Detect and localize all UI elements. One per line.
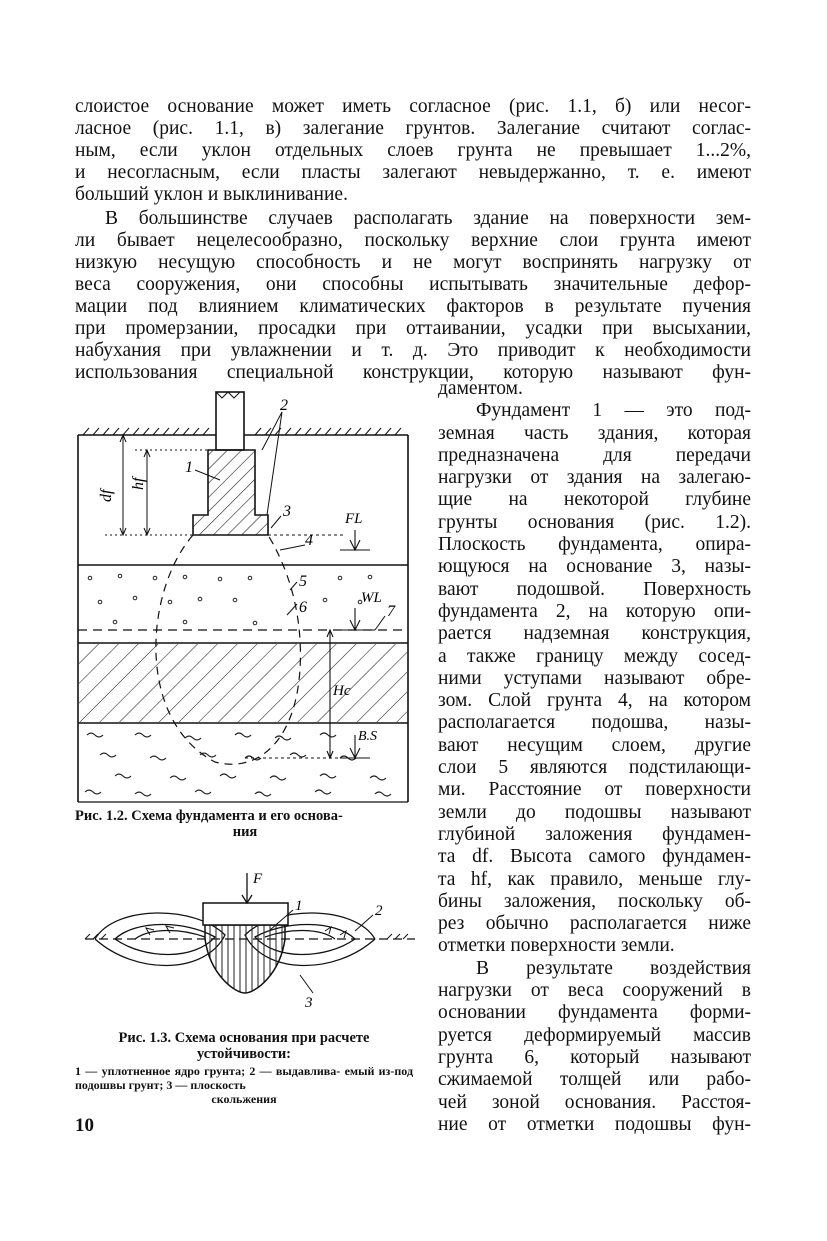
text-line: больший уклон и выклинивание. bbox=[75, 184, 348, 205]
legend-line: емый из-под подошвы грунт; 3 — плоскость bbox=[75, 1064, 414, 1092]
text-line: а также границу между сосед- bbox=[438, 645, 751, 667]
text-line: В результате воздействия bbox=[476, 957, 751, 979]
text-line: грунта 6, который называют bbox=[438, 1046, 751, 1068]
label-f: F bbox=[253, 871, 263, 887]
text-line: вают подошвой. Поверхность bbox=[438, 578, 751, 600]
label-2: 2 bbox=[375, 903, 383, 919]
text-line: и несогласным, если пласты залегают невыдержанно, т. е. имеют bbox=[75, 162, 751, 183]
label-6: 6 bbox=[299, 599, 307, 616]
text-line: ние от отметки подошвы фун- bbox=[438, 1113, 751, 1135]
label-4: 4 bbox=[305, 532, 313, 549]
text-line: нагрузки от здания на залегаю- bbox=[438, 467, 751, 489]
text-line: набухания при увлажнении и т. д. Это приводит к необходимости bbox=[75, 340, 751, 361]
text-line: даментом. bbox=[438, 378, 523, 399]
text-line: нагрузки от веса сооружений в bbox=[438, 980, 751, 1002]
label-wl: WL bbox=[361, 590, 382, 606]
text-line: Плоскость фундамента, опира- bbox=[438, 534, 751, 556]
text-line: низкую несущую способность и не могут воспринять нагрузку от bbox=[75, 252, 751, 273]
text-line: вают несущим слоем, другие bbox=[438, 734, 751, 756]
text-line: фундамента 2, на которую опи- bbox=[438, 600, 751, 622]
text-line: ющуюся на основание 3, назы- bbox=[438, 556, 751, 578]
label-df: df bbox=[98, 489, 115, 502]
text-line: глубиной заложения фундамен- bbox=[438, 823, 751, 845]
label-3: 3 bbox=[305, 995, 313, 1011]
label-7: 7 bbox=[387, 603, 395, 620]
text-line: та hf, как правило, меньше глу- bbox=[438, 868, 751, 890]
label-fl: FL bbox=[345, 511, 363, 527]
text-line: использования специальной конструкции, которую называют фун- bbox=[75, 362, 751, 383]
text-line: бины заложения, поскольку об- bbox=[438, 890, 751, 912]
legend-line: скольжения bbox=[211, 1092, 277, 1106]
figure-1-3-caption: Рис. 1.3. Схема основания при расчете устойчивости: bbox=[118, 1030, 370, 1062]
text-line: та df. Высота самого фундамен- bbox=[438, 846, 751, 868]
text-line: ми. Расстояние от поверхности bbox=[438, 779, 751, 801]
text-line: ли бывает нецелесообразно, поскольку верхние слои грунта имеют bbox=[75, 230, 751, 251]
text-line: чей зоной основания. Расстоя- bbox=[438, 1091, 751, 1113]
figure-1-2-caption bbox=[75, 808, 415, 840]
text-line: отметки поверхности земли. bbox=[438, 935, 675, 957]
label-3: 3 bbox=[283, 503, 291, 520]
label-2: 2 bbox=[280, 397, 288, 414]
caption-line: Рис. 1.2. Схема фундамента и его основа- bbox=[75, 808, 343, 824]
text-line: при промерзании, просадки при оттаивании, усадки при высыхании, bbox=[75, 318, 751, 339]
text-line: предназначена для передачи bbox=[438, 444, 751, 466]
paragraph-1 bbox=[75, 96, 751, 206]
paragraph-2 bbox=[75, 208, 751, 384]
label-hf: hf bbox=[130, 477, 147, 490]
text-line: основании фундамента форми- bbox=[438, 1002, 751, 1024]
text-line: руется деформируемый массив bbox=[438, 1024, 751, 1046]
text-line: ними уступами называют обре- bbox=[438, 667, 751, 689]
label-5: 5 bbox=[299, 573, 307, 590]
text-line: грунты основания (рис. 1.2). bbox=[438, 511, 751, 533]
text-line: зом. Слой грунта 4, на котором bbox=[438, 690, 751, 712]
legend-line: 1 — уплотненное ядро грунта; 2 — выдавлива- bbox=[75, 1064, 341, 1078]
text-line: Фундамент 1 — это под- bbox=[476, 400, 751, 422]
right-column-text bbox=[438, 378, 751, 1136]
figure-stability-diagram bbox=[75, 865, 420, 1020]
text-line: ласное (рис. 1.1, в) залегание грунтов. Залегание считают соглас- bbox=[75, 118, 751, 139]
text-line: В большинстве случаев располагать здание на поверхности зем- bbox=[105, 208, 751, 229]
text-line: слои 5 являются подстилающи- bbox=[438, 757, 751, 779]
page-number: 10 bbox=[75, 1115, 94, 1136]
text-line: рается надземная конструкция, bbox=[438, 623, 751, 645]
text-line: веса сооружения, они способны испытывать значительные дефор- bbox=[75, 274, 751, 295]
label-bs: B.S bbox=[358, 729, 378, 744]
text-line: рез обычно располагается ниже bbox=[438, 913, 751, 935]
text-line: сжимаемой толщей или рабо- bbox=[438, 1069, 751, 1091]
label-hc: Hc bbox=[333, 683, 351, 699]
text-line: располагается подошва, назы- bbox=[438, 712, 751, 734]
figure-1-3-legend bbox=[75, 1064, 413, 1106]
figure-foundation-diagram bbox=[75, 390, 415, 805]
label-1: 1 bbox=[295, 898, 303, 914]
text-line: земли до подошвы называют bbox=[438, 801, 751, 823]
text-line: мации под влиянием климатических факторов в результате пучения bbox=[75, 296, 751, 317]
text-line: земная часть здания, которая bbox=[438, 422, 751, 444]
text-line: ным, если уклон отдельных слоев грунта не превышает 1...2%, bbox=[75, 140, 751, 161]
caption-line: ния bbox=[232, 824, 258, 840]
label-1: 1 bbox=[185, 459, 193, 476]
text-line: щие на некоторой глубине bbox=[438, 489, 751, 511]
text-line: слоистое основание может иметь согласное (рис. 1.1, б) или несог- bbox=[75, 96, 751, 117]
